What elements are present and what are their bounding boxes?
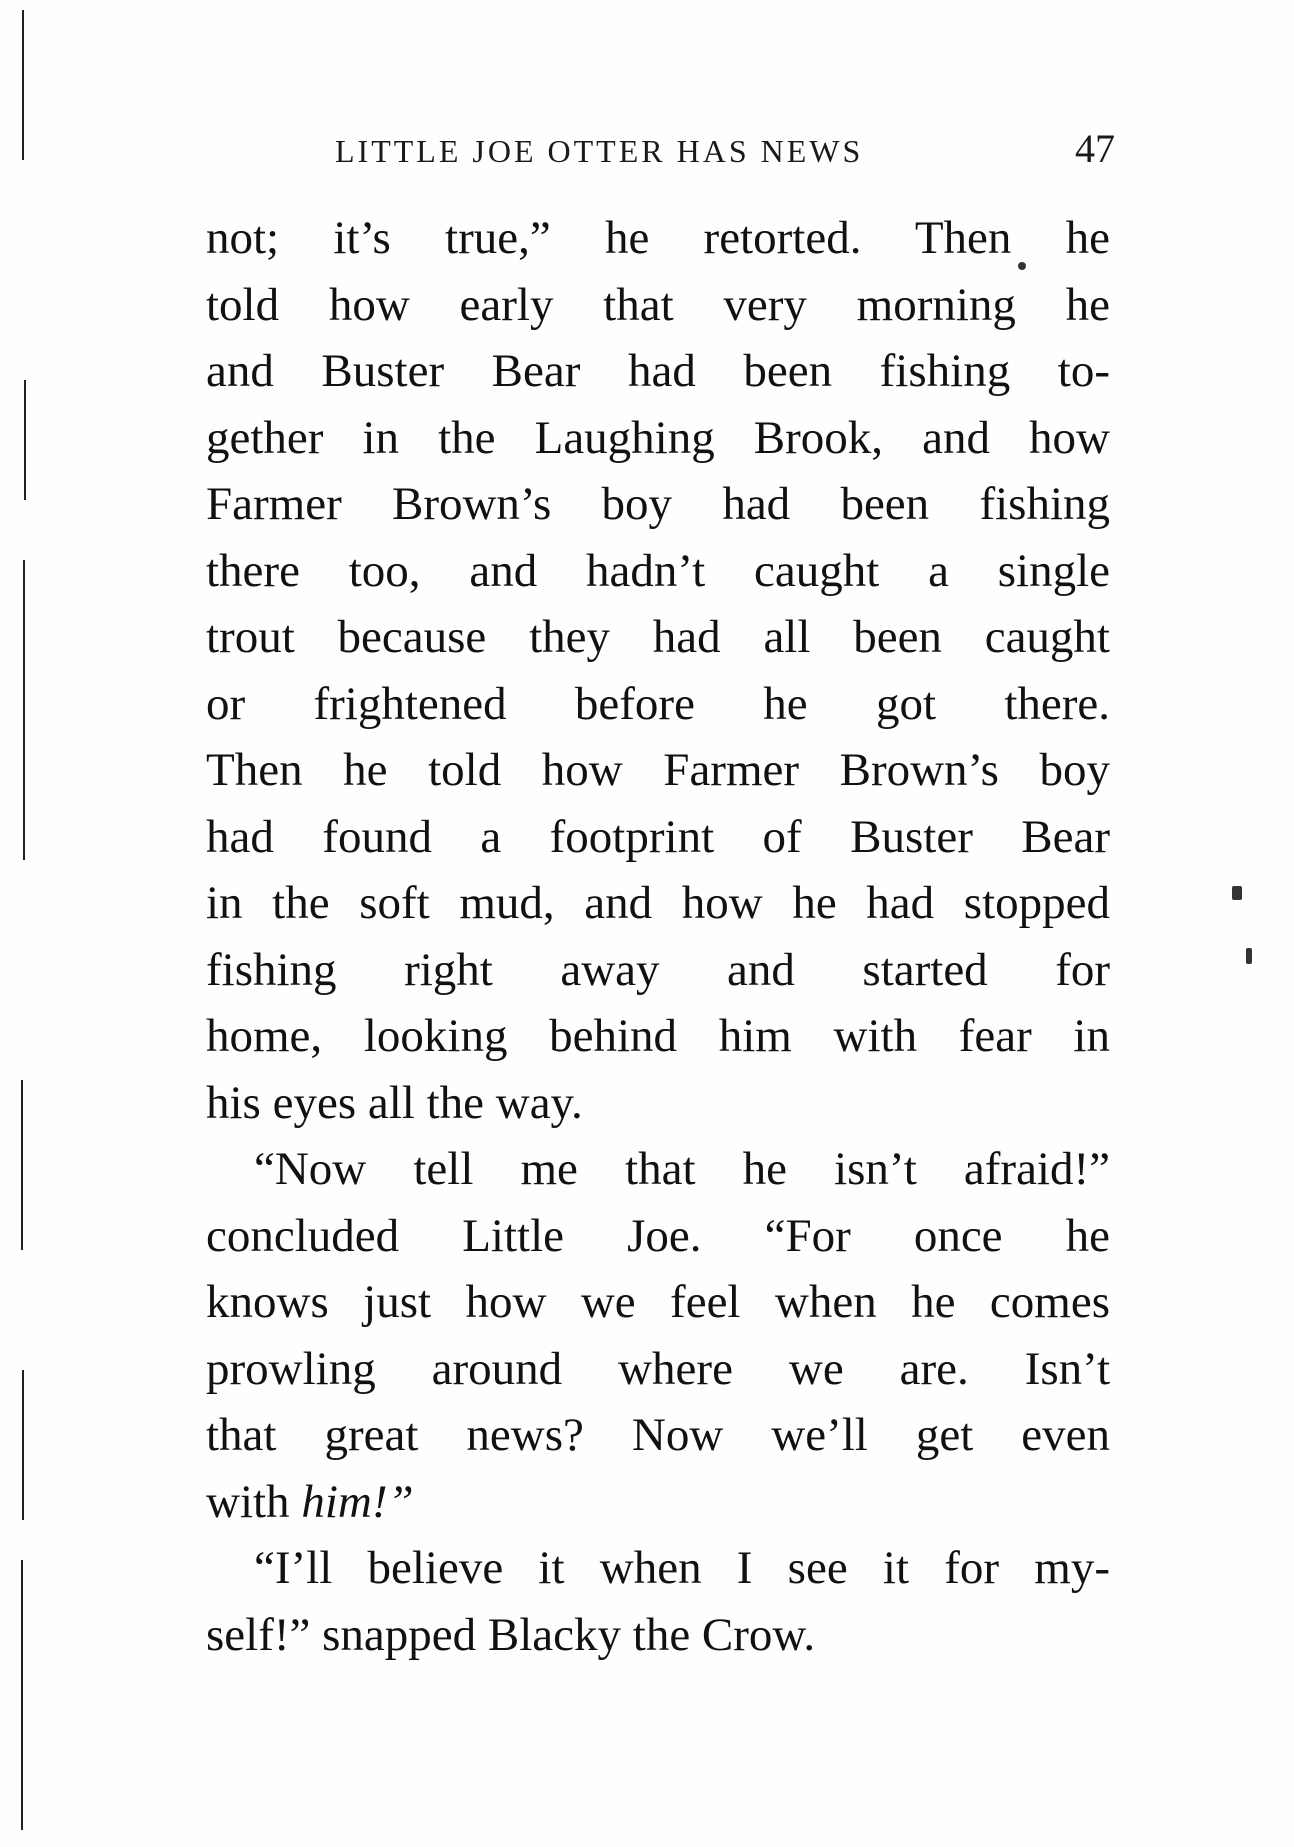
text-line: concluded Little Joe. “For once he: [206, 1209, 1110, 1262]
scan-speck: [1246, 948, 1252, 964]
body-text: [206, 205, 1110, 1668]
text-line: home, looking behind him with fear in: [206, 1010, 1110, 1062]
binding-edge-mark: [24, 380, 26, 500]
scan-speck: [1232, 886, 1242, 900]
text-line: knows just how we feel when he comes: [206, 1276, 1110, 1328]
text-line: “I’ll believe it when I see it for my-: [254, 1542, 1110, 1594]
running-header: [335, 125, 1115, 175]
binding-edge-mark: [22, 1370, 24, 1520]
text-line: had found a footprint of Buster Bear: [206, 810, 1110, 863]
text-line: fishing right away and started for: [206, 943, 1110, 996]
running-title: LITTLE JOE OTTER HAS NEWS: [335, 133, 864, 169]
text-line: in the soft mud, and how he had stopped: [206, 877, 1110, 929]
page-number: 47: [1075, 126, 1115, 171]
text-line: or frightened before he got there.: [206, 677, 1110, 730]
paragraph: [206, 1535, 1110, 1668]
text-line: trout because they had all been caught: [206, 611, 1110, 663]
text-run: with: [206, 1475, 302, 1528]
text-line: told how early that very morning he: [206, 278, 1110, 331]
text-line: “Now tell me that he isn’t afraid!”: [254, 1143, 1110, 1195]
text-line: and Buster Bear had been fishing to-: [206, 345, 1110, 397]
text-line: that great news? Now we’ll get even: [206, 1409, 1110, 1461]
text-line: Farmer Brown’s boy had been fishing: [206, 478, 1110, 530]
paragraph: [206, 205, 1110, 1136]
text-line: his eyes all the way.: [206, 1076, 583, 1129]
text-line: not; it’s true,” he retorted. Then he: [206, 212, 1110, 264]
binding-edge-mark: [21, 1080, 23, 1250]
binding-edge-mark: [21, 1560, 23, 1830]
text-line: there too, and hadn’t caught a single: [206, 544, 1110, 597]
binding-edge-mark: [23, 560, 25, 860]
text-line: gether in the Laughing Brook, and how: [206, 411, 1110, 464]
binding-edge-mark: [22, 10, 24, 160]
text-line: [206, 1469, 1110, 1536]
text-line: prowling around where we are. Isn’t: [206, 1342, 1110, 1395]
text-line: Then he told how Farmer Brown’s boy: [206, 744, 1110, 796]
text-line: self!” snapped Blacky the Crow.: [206, 1608, 816, 1661]
paragraph: [206, 1136, 1110, 1535]
emphasis-text: him!”: [301, 1475, 414, 1528]
